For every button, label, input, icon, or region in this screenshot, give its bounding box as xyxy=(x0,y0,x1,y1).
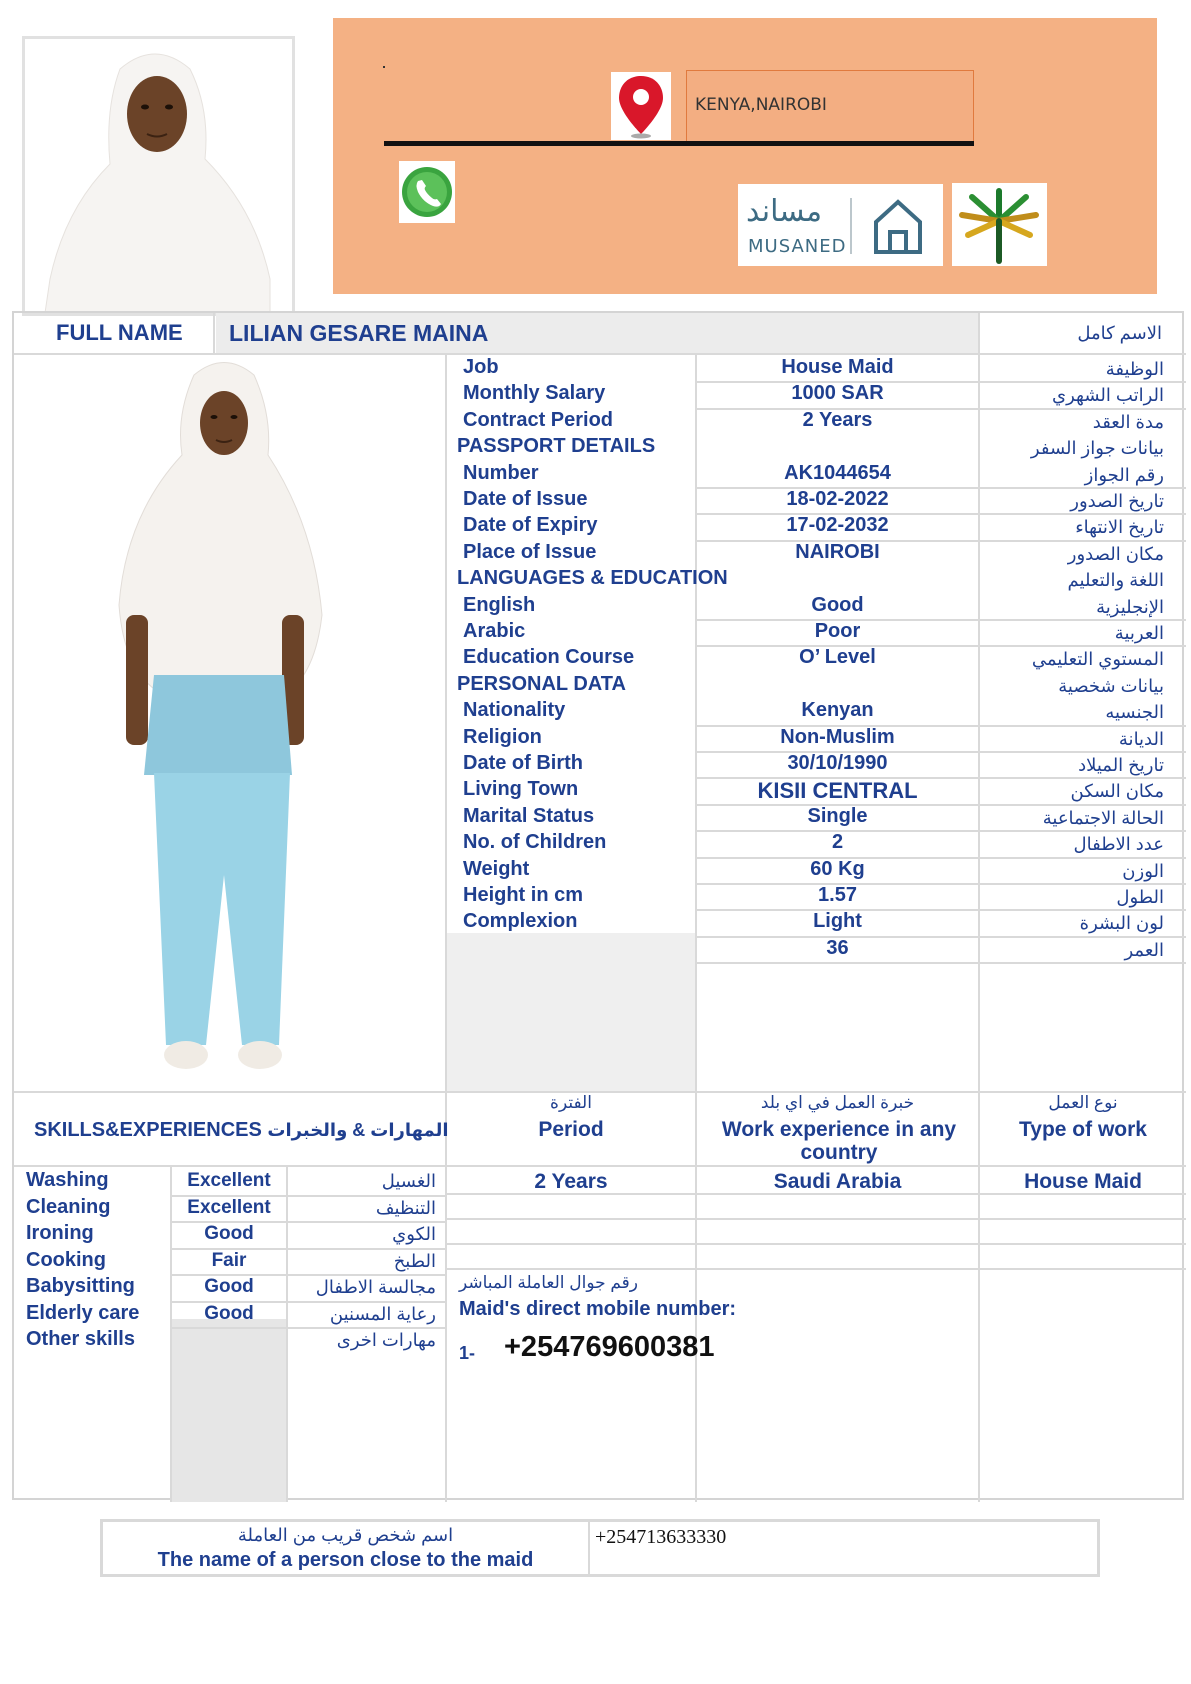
field-label: Place of Issue xyxy=(463,540,597,563)
filler xyxy=(172,1319,286,1502)
full-body-photo xyxy=(14,355,460,1091)
skill-name: Elderly care xyxy=(26,1301,140,1324)
header-rule xyxy=(384,141,974,146)
field-label: Number xyxy=(463,461,539,484)
divider xyxy=(447,1243,1186,1245)
divider xyxy=(588,1522,590,1574)
field-value: 2 xyxy=(831,831,844,854)
skill-name: Other skills xyxy=(26,1328,135,1350)
field-label-ar: الديانة xyxy=(1118,728,1164,749)
experience-period: 2 Years xyxy=(534,1170,608,1193)
divider xyxy=(447,1268,1186,1270)
field-label-ar: الوزن xyxy=(1122,860,1164,881)
mobile-prefix: 1- xyxy=(459,1343,476,1363)
portrait-photo xyxy=(22,36,295,316)
skill-name-ar: مجالسة الاطفال xyxy=(315,1277,436,1297)
location-text: KENYA,NAIROBI xyxy=(695,95,827,115)
field-label: Nationality xyxy=(463,699,566,722)
field-value: AK1044654 xyxy=(784,461,891,484)
field-label: Education Course xyxy=(463,646,635,669)
mobile-label-ar: رقم جوال العاملة المباشر xyxy=(459,1273,638,1292)
skill-name: Washing xyxy=(26,1169,109,1191)
divider xyxy=(213,313,215,353)
skills-header-ar: المهارات & والخبرات xyxy=(267,1120,449,1140)
close-person-label: The name of a person close to the maid xyxy=(157,1549,534,1571)
field-label: Marital Status xyxy=(463,804,595,827)
field-value: 60 Kg xyxy=(810,857,865,880)
close-person-label-ar: اسم شخص قريب من العاملة xyxy=(237,1525,454,1545)
divider xyxy=(978,353,980,1502)
field-label-ar: بيانات جواز السفر xyxy=(1030,438,1164,459)
skill-level: Excellent xyxy=(187,1196,271,1218)
field-label: Religion xyxy=(463,725,542,748)
full-name-label-ar: الاسم كامل xyxy=(1077,323,1162,343)
field-label-ar: الراتب الشهري xyxy=(1052,385,1164,406)
field-value: Kenyan xyxy=(801,699,874,722)
field-label-ar: مكان الصدور xyxy=(1067,543,1164,564)
field-value: Good xyxy=(811,593,864,616)
field-label-ar: تاريخ الميلاد xyxy=(1078,755,1164,775)
period-label: Period xyxy=(538,1118,604,1141)
field-value: 36 xyxy=(826,936,849,959)
field-value: 2 Years xyxy=(802,408,873,431)
field-value: Poor xyxy=(814,620,861,642)
field-label-ar: مدة العقد xyxy=(1092,411,1164,432)
experience-country: Saudi Arabia xyxy=(773,1170,902,1193)
experience-type: House Maid xyxy=(1024,1170,1142,1193)
field-value: Single xyxy=(807,804,868,827)
mobile-label: Maid's direct mobile number: xyxy=(459,1298,737,1320)
full-name-value: LILIAN GESARE MAINA xyxy=(229,320,489,346)
skill-level: Fair xyxy=(211,1249,247,1271)
field-label-ar: رقم الجواز xyxy=(1084,464,1164,485)
field-label: PASSPORT DETAILS xyxy=(457,435,656,458)
field-label: No. of Children xyxy=(463,831,607,854)
close-person-box xyxy=(100,1519,1100,1577)
field-label: Monthly Salary xyxy=(463,382,606,405)
field-label-ar: العمر xyxy=(1124,939,1164,960)
field-label: Contract Period xyxy=(463,408,614,431)
country-label-ar: خبرة العمل في اي بلد xyxy=(760,1093,915,1112)
musaned-logo: مساند MUSANED xyxy=(738,184,943,266)
period-label-ar: الفترة xyxy=(550,1093,592,1112)
field-label-ar: تاريخ الانتهاء xyxy=(1075,517,1164,538)
field-value: House Maid xyxy=(781,356,894,378)
field-label: Weight xyxy=(463,857,530,880)
palm-logo xyxy=(952,183,1047,266)
divider xyxy=(697,962,1186,964)
divider xyxy=(172,1327,445,1329)
skill-name: Ironing xyxy=(26,1222,94,1244)
field-label-ar: الوظيفة xyxy=(1105,359,1164,379)
type-label: Type of work xyxy=(1019,1118,1147,1141)
field-label: Complexion xyxy=(463,910,578,933)
type-label-ar: نوع العمل xyxy=(1048,1093,1118,1112)
mobile-number: +254769600381 xyxy=(504,1331,715,1363)
skill-level: Good xyxy=(204,1302,254,1324)
field-label-ar: الحالة الاجتماعية xyxy=(1042,807,1164,828)
field-label-ar: العربية xyxy=(1114,623,1164,643)
cv-table xyxy=(12,311,1184,1500)
field-label-ar: الطول xyxy=(1116,887,1164,907)
skill-level: Good xyxy=(204,1276,254,1297)
header-dot xyxy=(383,66,385,68)
skill-name-ar: الغسيل xyxy=(381,1171,436,1191)
field-value: 1000 SAR xyxy=(791,382,884,405)
field-label: Date of Expiry xyxy=(463,514,598,537)
field-label: Date of Birth xyxy=(463,752,583,774)
field-label-ar: الإنجليزية xyxy=(1096,596,1164,617)
divider xyxy=(978,313,980,353)
country-label: Work experience in any country xyxy=(721,1118,957,1164)
whatsapp-phone-icon xyxy=(399,161,455,223)
field-value: Non-Muslim xyxy=(780,725,895,748)
field-value: KISII CENTRAL xyxy=(757,778,918,804)
field-value: NAIROBI xyxy=(795,540,880,563)
field-label: Arabic xyxy=(463,620,526,642)
divider xyxy=(447,1218,1186,1220)
field-label-ar: بيانات شخصية xyxy=(1058,675,1164,696)
skills-header xyxy=(34,1119,449,1142)
field-value: 17-02-2032 xyxy=(786,514,889,537)
field-value: Light xyxy=(813,910,862,933)
skill-level: Excellent xyxy=(187,1170,271,1191)
field-label-ar: المستوي التعليمي xyxy=(1031,649,1164,670)
field-label: PERSONAL DATA xyxy=(457,672,626,695)
divider xyxy=(447,1193,1186,1195)
field-label-ar: لون البشرة xyxy=(1079,913,1164,934)
field-label: Living Town xyxy=(463,778,579,801)
skill-name-ar: التنظيف xyxy=(375,1197,436,1218)
skill-name-ar: مهارات اخرى xyxy=(336,1330,436,1350)
field-label-ar: اللغة والتعليم xyxy=(1067,570,1164,591)
field-value: 30/10/1990 xyxy=(787,752,888,774)
field-label-ar: مكان السكن xyxy=(1070,781,1164,802)
close-person-phone: +254713633330 xyxy=(595,1526,727,1548)
filler xyxy=(447,933,695,1093)
location-pin-icon xyxy=(611,72,671,140)
location-field xyxy=(686,70,974,144)
field-value: 18-02-2022 xyxy=(786,488,889,510)
skill-name-ar: الطبخ xyxy=(393,1250,436,1271)
field-label: English xyxy=(463,593,536,616)
field-label: LANGUAGES & EDUCATION xyxy=(457,567,728,590)
field-value: O’ Level xyxy=(799,646,876,669)
divider xyxy=(445,353,447,1502)
field-label: Date of Issue xyxy=(463,488,588,510)
skill-name-ar: رعاية المسنين xyxy=(329,1303,436,1324)
skills-header-en: SKILLS&EXPERIENCES xyxy=(34,1119,262,1141)
divider xyxy=(14,1165,1186,1167)
skill-name: Cooking xyxy=(26,1248,106,1271)
skill-level: Good xyxy=(204,1223,254,1244)
field-label-ar: الجنسيه xyxy=(1105,702,1164,723)
field-value: 1.57 xyxy=(818,884,857,906)
full-name-label: FULL NAME xyxy=(56,320,183,345)
skill-name-ar: الكوي xyxy=(392,1224,436,1244)
field-label: Height in cm xyxy=(463,884,584,906)
field-label-ar: تاريخ الصدور xyxy=(1070,491,1164,511)
field-label-ar: عدد الاطفال xyxy=(1073,834,1164,855)
skill-name: Babysitting xyxy=(26,1275,135,1297)
skill-name: Cleaning xyxy=(26,1195,111,1218)
field-label: Job xyxy=(463,356,499,378)
